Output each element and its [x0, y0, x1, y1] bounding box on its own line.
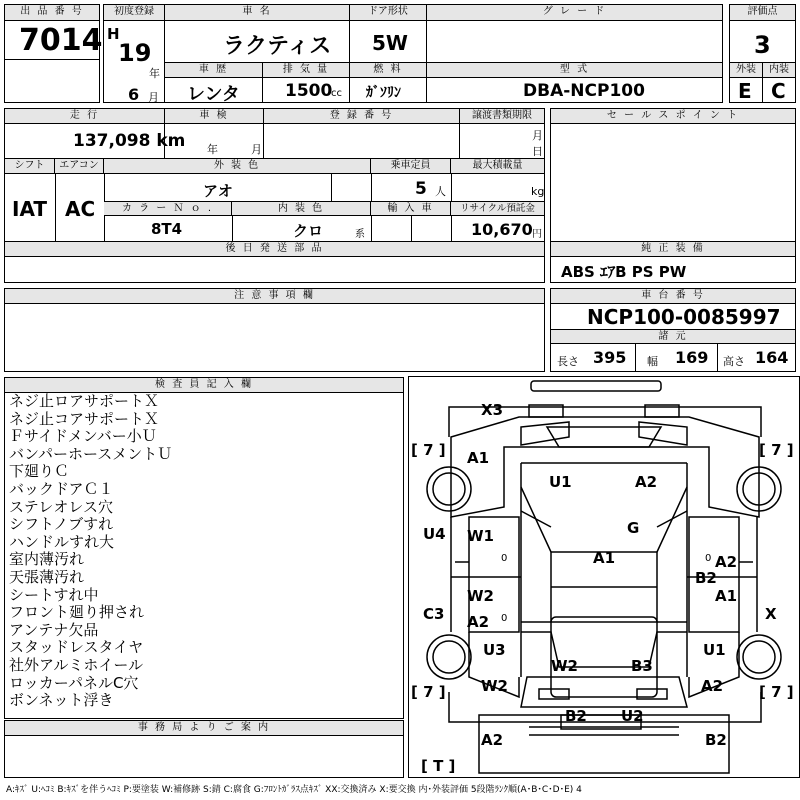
caution-cell	[4, 288, 545, 372]
equipment-cell	[550, 241, 796, 283]
equipment-label: 純 正 装 備	[551, 242, 795, 257]
mark-c3: C3	[423, 605, 445, 623]
model-cell	[426, 62, 723, 103]
inspection-cell	[164, 108, 264, 159]
mark-tire-rr: [ 7 ]	[759, 683, 794, 701]
first-reg-label: 初度登録	[104, 5, 164, 21]
import-label: 輸 入 車	[371, 201, 451, 216]
displacement-label: 排 気 量	[263, 63, 349, 78]
capacity-unit: 人	[435, 185, 446, 198]
exterior-label: 外装	[730, 63, 762, 78]
interior-color-value: クロ	[293, 222, 324, 240]
inspector-note: ロッカーパネルC穴	[9, 673, 139, 692]
inspector-note: 室内薄汚れ	[9, 550, 85, 569]
mark-a2-rear-right: A2	[701, 677, 724, 695]
fuel-value: ｶﾞｿﾘﾝ	[366, 85, 401, 101]
inspection-month-unit: 月	[251, 143, 262, 156]
mark-b2-bottom-right: B2	[705, 731, 727, 749]
inspector-note: 社外アルミホイール	[9, 655, 144, 674]
aircon-label: エアコン	[55, 159, 104, 174]
interior-grade-cell	[762, 62, 796, 103]
door-cell	[349, 4, 427, 63]
displacement-value: 1500	[285, 81, 333, 101]
mark-a2-hood: A2	[635, 473, 658, 491]
mileage-label: 走 行	[5, 109, 164, 124]
mark-x-right: X	[765, 605, 777, 623]
mark-zero-1: 0	[501, 553, 508, 564]
equipment-value: ABS ｴｱB PS PW	[561, 263, 687, 281]
car-damage-diagram	[408, 376, 800, 778]
lot-no-lower	[4, 59, 100, 103]
inspector-cell	[4, 377, 404, 719]
reg-no-label: 登 録 番 号	[264, 109, 459, 124]
mark-u4: U4	[423, 525, 446, 543]
interior-color-label: 内 装 色	[232, 201, 371, 216]
mark-a1-right: A1	[715, 587, 738, 605]
recycle-label: リサイクル預託金	[451, 201, 544, 216]
inspector-note: バックドアＣ１	[9, 479, 114, 498]
interior-label: 内装	[763, 63, 795, 78]
inspector-note: フロント廻り押され	[9, 603, 145, 622]
recycle-value: 10,670	[471, 220, 533, 239]
mark-a1-front-left: A1	[467, 449, 490, 467]
inspector-note: アンテナ欠品	[9, 620, 99, 639]
width-label: 幅	[647, 355, 658, 368]
mark-a2-bottom: A2	[481, 731, 504, 749]
mark-w2-rear-left: W2	[481, 677, 508, 695]
lot-no-cell	[4, 4, 103, 60]
model-label: 型 式	[427, 63, 722, 78]
inspection-label: 車 検	[165, 109, 263, 124]
grade-label: グ レ ー ド	[427, 5, 722, 21]
office-label: 事 務 局 よ り ご 案 内	[5, 721, 403, 736]
dims-label: 諸 元	[551, 329, 795, 344]
mark-b2-right: B2	[695, 569, 717, 587]
later-parts-label: 後 日 発 送 部 品	[5, 242, 544, 257]
mark-w2-left: W2	[467, 587, 494, 605]
reg-no-cell	[263, 108, 460, 159]
recycle-unit: 円	[532, 229, 542, 240]
inspector-note: ボンネット浮き	[9, 691, 114, 710]
height-value: 164	[755, 348, 789, 367]
door-label: ドア形状	[350, 5, 426, 21]
inspection-year-unit: 年	[207, 143, 218, 156]
displacement-cell	[262, 62, 350, 103]
later-parts-cell	[4, 241, 545, 283]
mark-b2-bottom: B2	[565, 707, 587, 725]
interior-grade-value: C	[771, 79, 786, 103]
mark-g-windshield: G	[627, 519, 640, 537]
color-no-label: カ ラ ー Ｎ ｏ .	[104, 201, 232, 216]
mark-b3-rear: B3	[631, 657, 653, 675]
sales-point-cell	[550, 108, 796, 242]
mark-tire-fl: [ 7 ]	[411, 441, 446, 459]
mark-x3: X3	[481, 401, 504, 419]
car-name-value: ラクティス	[223, 34, 332, 59]
chassis-value: NCP100-0085997	[587, 305, 781, 329]
damage-legend: A:ｷｽﾞ U:ﾍｺﾐ B:ｷｽﾞを伴うﾍｺﾐ P:要塗装 W:補修跡 S:錆 C:腐食 G:ﾌﾛﾝﾄｶﾞﾗｽ点ｷｽﾞ XX:交換済み X:要交換 内･外装評価 5段階ﾗﾝｸ順(A･B･C･D･E) 4	[6, 785, 582, 795]
car-outline-drawing	[409, 377, 799, 777]
first-reg-year: 19	[118, 39, 152, 67]
mark-u3: U3	[483, 641, 506, 659]
displacement-unit: cc	[331, 88, 342, 99]
shift-label: シフト	[5, 159, 55, 174]
transfer-day-unit: 日	[532, 145, 543, 158]
width-value: 169	[675, 348, 709, 367]
grade-cell	[426, 4, 723, 63]
spec-block	[4, 158, 545, 242]
mark-u1-right: U1	[703, 641, 726, 659]
exterior-grade-cell	[729, 62, 763, 103]
mark-a1-roof: A1	[593, 549, 616, 567]
history-label: 車 歴	[165, 63, 262, 78]
score-label: 評価点	[730, 5, 795, 21]
length-value: 395	[593, 348, 627, 367]
office-cell	[4, 720, 404, 778]
first-reg-era: H	[107, 25, 120, 43]
chassis-cell	[550, 288, 796, 372]
mileage-cell	[4, 108, 186, 159]
inspector-note: ネジ止コアサポートＸ	[9, 409, 160, 428]
first-reg-month-unit: 月	[148, 91, 159, 104]
capacity-value: 5	[415, 179, 427, 199]
transfer-label: 譲渡書類期限	[460, 109, 544, 124]
first-reg-cell	[103, 4, 165, 103]
mark-w2-rear: W2	[551, 657, 578, 675]
mark-a2-left: A2	[467, 613, 490, 631]
height-label: 高さ	[723, 355, 745, 368]
inspector-notes-list	[9, 393, 172, 710]
history-value: レンタ	[187, 84, 240, 105]
exterior-grade-value: E	[738, 79, 752, 103]
model-value: DBA-NCP100	[523, 81, 645, 101]
history-cell	[164, 62, 263, 103]
mark-tire-fr: [ 7 ]	[759, 441, 794, 459]
capacity-label: 乗車定員	[371, 159, 451, 174]
mark-spare-tire: [ T ]	[421, 757, 456, 775]
first-reg-month: 6	[128, 85, 140, 104]
shift-value: IAT	[12, 197, 48, 221]
inspector-note: Ｆサイドメンバー小Ｕ	[9, 427, 157, 446]
inspector-note: ネジ止ロアサポートＸ	[9, 392, 160, 410]
inspector-note: ハンドルすれ大	[9, 532, 115, 551]
inspector-label: 検 査 員 記 入 欄	[5, 378, 403, 393]
sales-point-label: セ ー ル ス ポ イ ン ト	[551, 109, 795, 124]
score-value: 3	[754, 31, 771, 59]
mark-u1-hood: U1	[549, 473, 572, 491]
mark-zero-3: 0	[501, 613, 508, 624]
door-value: 5W	[372, 31, 408, 55]
fuel-label: 燃 料	[350, 63, 426, 78]
lot-no-label: 出 品 番 号	[5, 5, 99, 21]
inspector-note: シフトノブすれ	[9, 515, 114, 534]
inspector-note: スタッドレスタイヤ	[9, 638, 144, 657]
color-label: 外 装 色	[104, 159, 371, 174]
interior-color-unit: 系	[355, 229, 365, 240]
mark-tire-rl: [ 7 ]	[411, 683, 446, 701]
color-value: アオ	[203, 182, 233, 200]
mark-u2-bottom: U2	[621, 707, 644, 725]
inspector-note: シートすれ中	[9, 585, 99, 604]
length-label: 長さ	[557, 355, 579, 368]
lot-no-value: 7014	[19, 23, 103, 58]
chassis-label: 車 台 番 号	[551, 289, 795, 304]
transfer-cell	[459, 108, 545, 159]
first-reg-year-unit: 年	[149, 67, 160, 80]
car-name-label: 車 名	[165, 5, 349, 21]
max-load-unit: kg	[531, 185, 545, 198]
inspector-note: ステレオレス穴	[9, 497, 113, 516]
caution-label: 注 意 事 項 欄	[5, 289, 544, 304]
mark-zero-2: 0	[705, 553, 712, 564]
transfer-month-unit: 月	[532, 129, 543, 142]
fuel-cell	[349, 62, 427, 103]
mark-w1-left: W1	[467, 527, 494, 545]
color-no-value: 8T4	[151, 220, 183, 238]
mileage-value: 137,098 km	[73, 131, 186, 151]
car-name-cell	[164, 4, 350, 63]
max-load-label: 最大積載量	[451, 159, 544, 174]
mark-a2-right: A2	[715, 553, 738, 571]
aircon-value: AC	[65, 197, 96, 221]
score-cell	[729, 4, 796, 63]
inspector-note: 下廻りＣ	[9, 462, 70, 481]
inspector-note: バンパーホースメントＵ	[9, 444, 173, 463]
inspector-note: 天張薄汚れ	[9, 567, 85, 586]
